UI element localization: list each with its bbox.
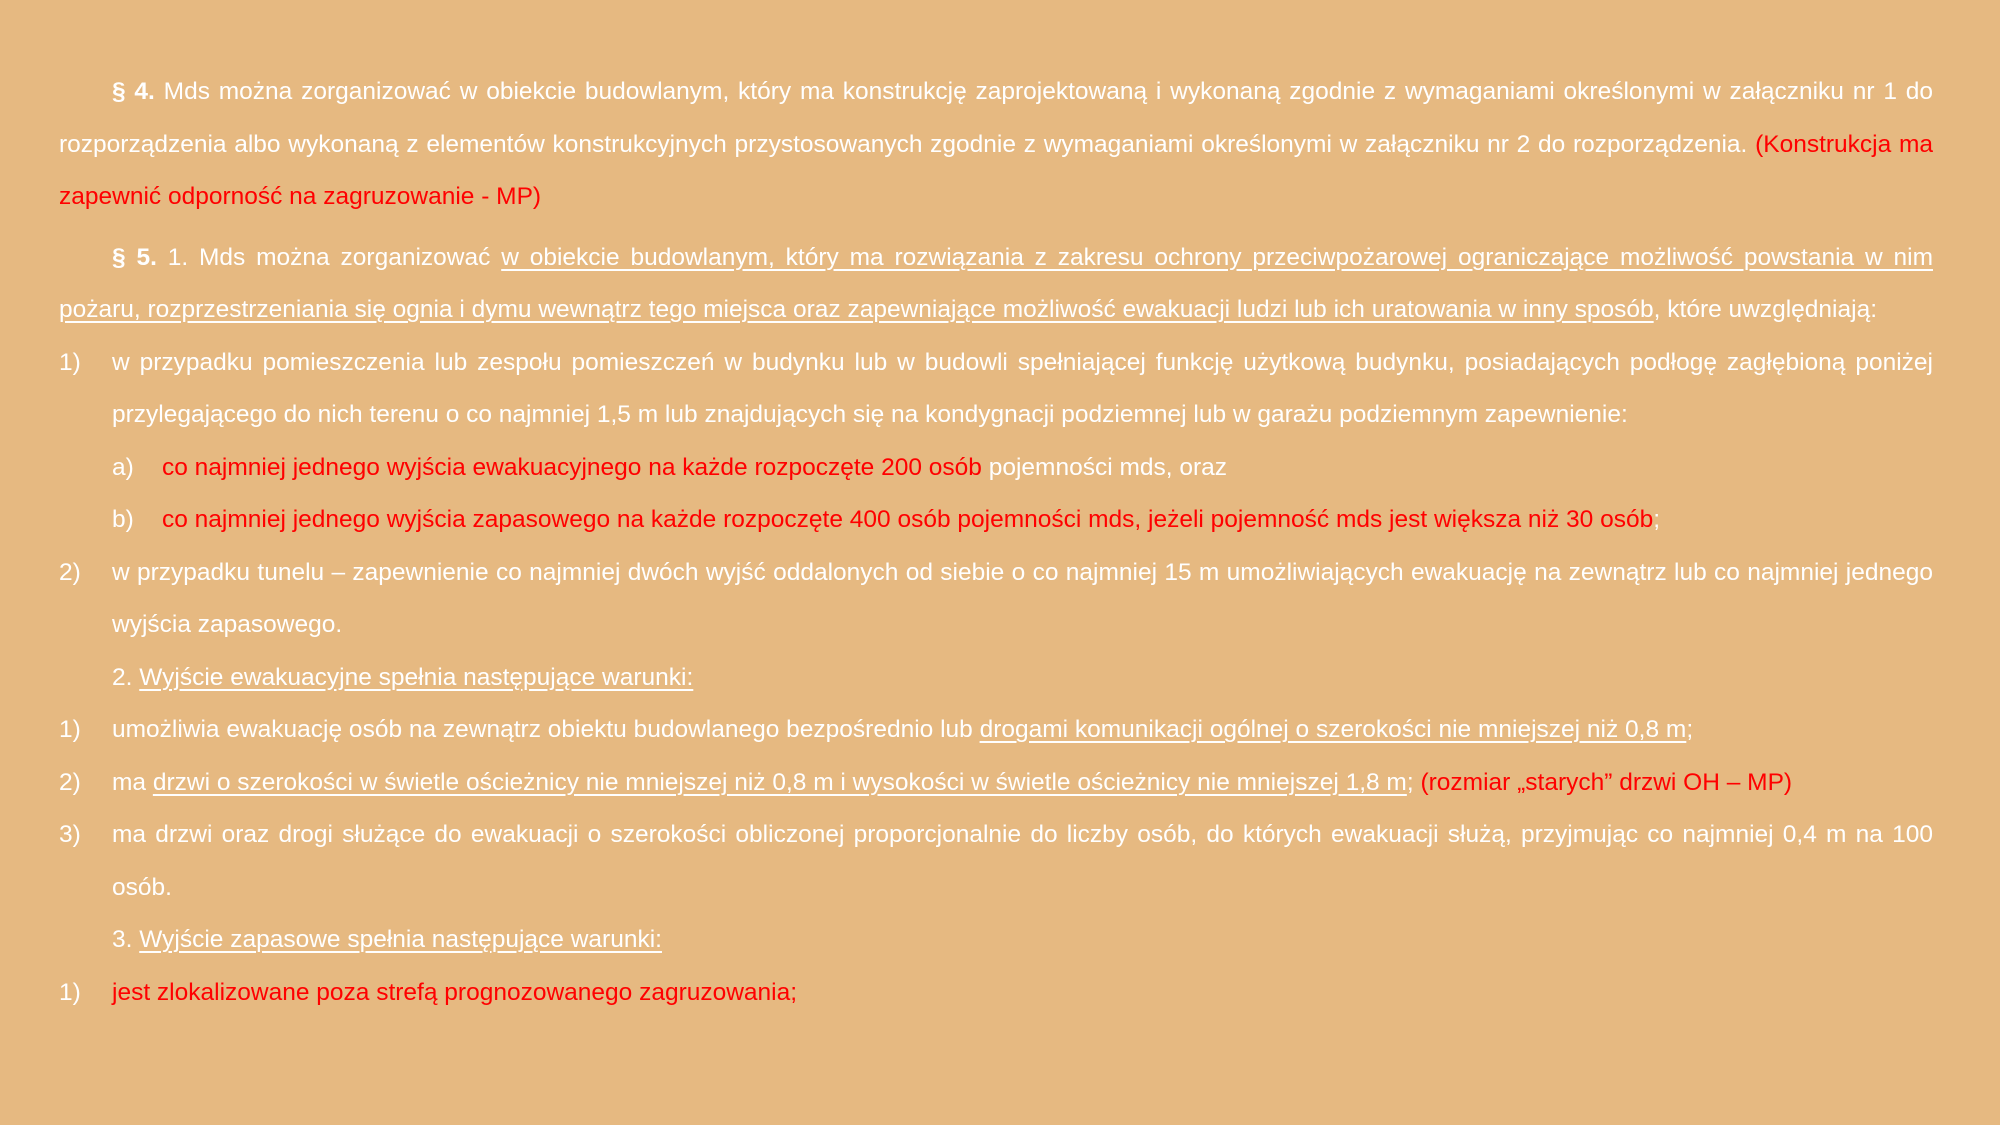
- exit-condition-1-underlined: drogami komunikacji ogólnej o szerokości nie mniejszej niż 0,8 m: [979, 716, 1687, 743]
- section-4-paragraph: [59, 66, 1933, 224]
- exit-conditions-heading-num: 2.: [112, 663, 140, 691]
- section-5-subitem-b-rest: ;: [1653, 506, 1661, 533]
- section-5-item-2-text: w przypadku tunelu – zapewnienie co najmniej dwóch wyjść oddalonych od siebie o co najmniej 15 m umożliwiających ewakuację na zewnątrz lub co najmniej jednego wyjścia zapasowego.: [112, 558, 1933, 638]
- section-5-item-2: [59, 547, 1933, 652]
- section-5-item-1: [59, 337, 1933, 442]
- section-5-mark: § 5.: [112, 243, 157, 271]
- exit-conditions-heading-text: Wyjście ewakuacyjne spełnia następujące warunki:: [139, 663, 694, 691]
- section-5-subitem-b-red: co najmniej jednego wyjścia zapasowego na każde rozpoczęte 400 osób pojemności mds, jeżeli pojemność mds jest większa niż 30 osób: [162, 506, 1654, 533]
- section-5-intro-pre: 1. Mds można zorganizować: [156, 243, 502, 271]
- exit-condition-2-note: (rozmiar „starych” drzwi OH – MP): [1420, 768, 1793, 796]
- section-4-text: Mds można zorganizować w obiekcie budowlanym, który ma konstrukcję zaprojektowaną i wykonaną zgodnie z wymaganiami określonymi w załączniku nr 1 do rozporządzenia albo wykonaną z elementów konstrukcyjnych przystosowanych zgodnie z wymaganiami określonymi w załączniku nr 2 do rozporządzenia.: [59, 78, 1933, 158]
- list-number: 2): [59, 768, 81, 796]
- emergency-exit-condition-1: [59, 967, 1933, 1020]
- section-5-intro-underlined: w obiekcie budowlanym, który ma rozwiązania z zakresu ochrony przeciwpożarowej ograniczające możliwość powstania w nim pożaru, rozprzestrzeniania się ognia i dymu wewnątrz tego miejsca oraz zapewniające możliwość ewakuacji ludzi lub ich uratowania w inny sposób: [59, 243, 1933, 323]
- section-5-item-1-text: w przypadku pomieszczenia lub zespołu pomieszczeń w budynku lub w budowli spełniającej funkcję użytkową budynku, posiadających podłogę zagłębioną poniżej przylegającego do nich terenu o co najmniej 1,5 m lub znajdujących się na kondygnacji podziemnej lub w garażu podziemnym zapewnienie:: [112, 348, 1933, 428]
- section-5-paragraph: [59, 232, 1933, 337]
- exit-condition-2: [59, 757, 1933, 810]
- section-5-subitem-a-red: co najmniej jednego wyjścia ewakuacyjnego na każde rozpoczęte 200 osób: [162, 453, 982, 481]
- section-5-subitem-a: [59, 442, 1933, 495]
- list-number: 3): [59, 821, 81, 848]
- exit-condition-2-post: ;: [1406, 768, 1421, 796]
- list-number: 1): [59, 716, 81, 743]
- section-5-subitem-b: [59, 494, 1933, 547]
- emergency-exit-heading-num: 3.: [112, 926, 140, 953]
- slide-text-body: [59, 66, 1933, 1019]
- exit-condition-3: [59, 809, 1933, 914]
- section-5-subitem-a-rest: pojemności mds, oraz: [981, 453, 1228, 481]
- exit-condition-2-underlined: drzwi o szerokości w świetle ościeżnicy nie mniejszej niż 0,8 m i wysokości w świetle ościeżnicy nie mniejszej 1,8 m: [152, 768, 1407, 796]
- exit-condition-1: [59, 704, 1933, 757]
- exit-condition-2-pre: ma: [112, 768, 153, 796]
- emergency-exit-heading-text: Wyjście zapasowe spełnia następujące warunki:: [139, 926, 662, 953]
- section-4-note: (Konstrukcja ma zapewnić odporność na zagruzowanie - MP): [59, 130, 1933, 210]
- list-number: 2): [59, 558, 81, 586]
- emergency-exit-condition-1-text: jest zlokalizowane poza strefą prognozowanego zagruzowania;: [112, 978, 798, 1006]
- list-letter: b): [112, 506, 134, 533]
- list-number: 1): [59, 978, 81, 1006]
- exit-condition-1-post: ;: [1686, 716, 1694, 743]
- emergency-exit-heading: [59, 914, 1933, 967]
- section-4-mark: § 4.: [112, 78, 155, 105]
- exit-condition-1-pre: umożliwia ewakuację osób na zewnątrz obiektu budowlanego bezpośrednio lub: [112, 716, 980, 743]
- list-number: 1): [59, 348, 81, 376]
- section-5-intro-post: , które uwzględniają:: [1653, 296, 1878, 323]
- list-letter: a): [112, 453, 134, 481]
- exit-condition-3-text: ma drzwi oraz drogi służące do ewakuacji o szerokości obliczonej proporcjonalnie do liczby osób, do których ewakuacji służą, przyjmując co najmniej 0,4 m na 100 osób.: [112, 821, 1933, 901]
- exit-conditions-heading: [59, 652, 1933, 705]
